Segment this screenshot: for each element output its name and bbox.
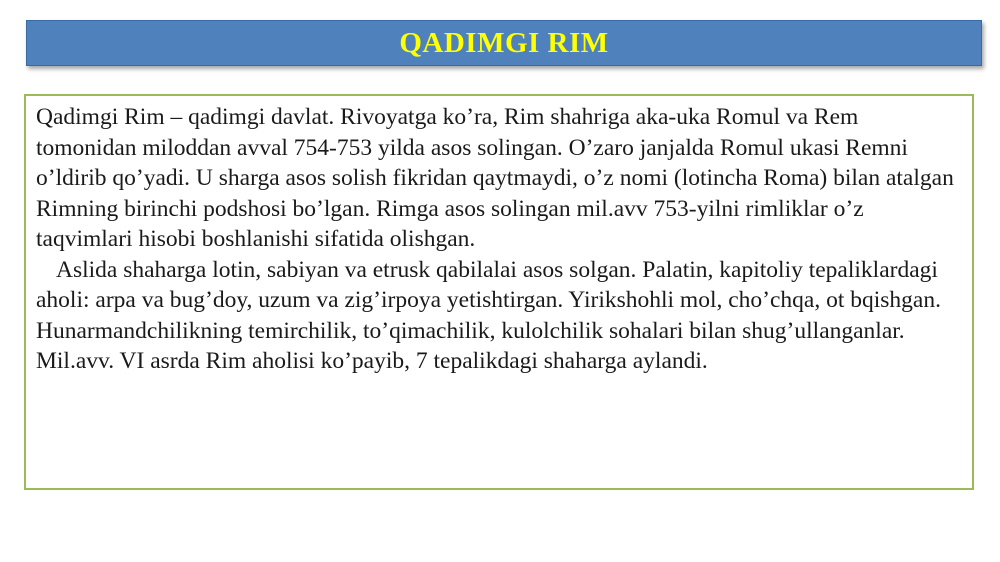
- title-banner: [26, 20, 982, 66]
- paragraph-1: Qadimgi Rim – qadimgi davlat. Rivoyatga ko’ra, Rim shahriga aka-uka Romul va Rem tomonidan miloddan avval 754-753 yilda asos solingan. O’zaro janjalda Romul ukasi Remni o’ldirib qo’yadi. U sharga asos solish fikridan qaytmaydi, o’z nomi (lotincha Roma) bilan atalgan Rimning birinchi podshosi bo’lgan. Rimga asos solingan mil.avv 753-yilni rimliklar o’z taqvimlari hisobi boshlanishi sifatida olishgan.: [36, 104, 954, 252]
- paragraph-2: Aslida shaharga lotin, sabiyan va etrusk qabilalai asos solgan. Palatin, kapitoliy tepaliklardagi aholi: arpa va bug’doy, uzum va zig’irpoya yetishtirgan. Yirikshohli mol, cho’chqa, ot bqishgan. Hunarmandchilikning temirchilik, to’qimachilik, kulolchilik sohalari bilan shug’ullanganlar. Mil.avv. VI asrda Rim aholisi ko’payib, 7 tepalikdagi shaharga aylandi.: [36, 256, 941, 374]
- slide-title: QADIMGI RIM: [399, 26, 609, 59]
- content-box: [24, 94, 974, 490]
